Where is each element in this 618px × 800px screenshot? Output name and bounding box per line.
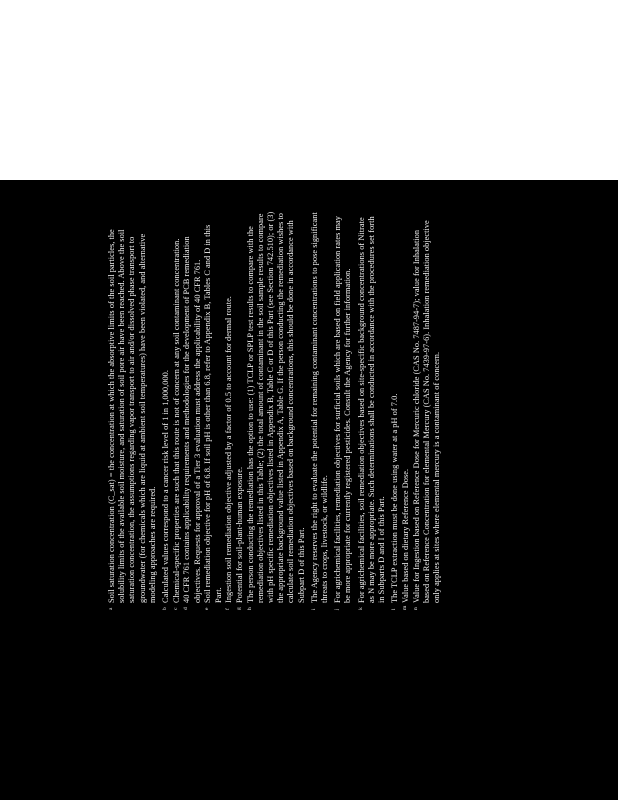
footnote-text: The Agency reserves the right to evaluate the potential for remaining contaminant concentrations to pose significant threats to crops, livestock, or wildlife.: [309, 212, 330, 603]
footnote-mark: m: [401, 605, 408, 610]
footnote-l: [390, 210, 400, 610]
footnote-mark: a: [108, 607, 114, 610]
footnote-text: Calculated values correspond to a cancer risk level of 1 in 1,000,000.: [161, 370, 171, 603]
footnote-i: [310, 210, 330, 610]
footnote-a: [107, 210, 158, 610]
footnote-mark: h: [246, 607, 253, 610]
footnote-g: [235, 210, 245, 610]
footnote-text: 40 CFR 761 contains applicability requirements and methodologies for the development of PCB remediation objectives. Requests for approval of a Tier 3 evaluation must address the applicability of 40 CFR 761.: [182, 236, 202, 603]
footnote-text: Value based on dietary Reference Dose.: [400, 468, 410, 603]
footnote-text: For agrichemical facilities, soil remediation objectives based on site-specific background concentrations of Nitrate as N may be more appropriate. Such determinations shall be conducted in accordance with the procedures set forth in Subparts D and I of this Part.: [356, 216, 387, 603]
footnote-n: [412, 210, 443, 610]
footnote-mark: d: [183, 607, 190, 610]
footnote-mark: j: [334, 608, 341, 610]
footnotes-block: [107, 210, 443, 610]
footnote-f: [224, 210, 234, 610]
footnote-text: Potential for soil-plant-human exposure.: [234, 466, 244, 603]
footnote-text: Ingestion soil remediation objective adjusted by a factor of 0.5 to account for dermal route.: [224, 296, 234, 603]
footnote-c: [172, 210, 182, 610]
footnote-text: Soil saturation concentration (C_sat) = the concentration at which the absorptive limits of the soil particles, the solubility limits of the available soil moisture, and saturation of soil pore air have been reached. Above the soil saturation concentration, the assumptions regarding vapor transport to air and/or dissolved phase transport to groundwater (for chemicals which are liquid at ambient soil temperatures) have been violated, and alternative modeling approaches are required.: [107, 229, 157, 603]
footnote-text: The TCLP extraction must be done using water at a pH of 7.0.: [390, 393, 400, 603]
footnote-m: [401, 210, 411, 610]
footnote-text: Chemical-specific properties are such that this route is not of concern at any soil contaminant concentration.: [171, 238, 181, 603]
footnote-b: [161, 210, 171, 610]
footnote-mark: e: [204, 607, 211, 610]
footnote-mark: k: [357, 607, 364, 610]
scanned-page: [0, 180, 618, 800]
footnote-mark: i: [310, 608, 317, 610]
footnote-j: [333, 210, 353, 610]
footnote-text: The person conducting the remediation has the option to use: (1) TCLP or SPLP test results to compare with the remediation objectives listed in this Table; (2) the total amount of contaminant in the soil sample results to compare with pH specific remediation objectives listed in Appendix B, Table C or D of this Part (see Section 742.510); or (3) the appropriate background value listed in Appendix A, Table G. If the person conducting the remediation wishes to calculate soil remediation objectives based on background concentrations, this should be done in accordance with Subpart D of this Part.: [245, 211, 306, 603]
footnote-h: [246, 210, 307, 610]
footnote-mark: b: [162, 607, 169, 610]
footnote-e: [203, 210, 223, 610]
footnote-mark: f: [225, 608, 232, 610]
footnote-mark: l: [391, 608, 398, 610]
footnote-mark: g: [235, 607, 242, 610]
footnote-d: [182, 210, 202, 610]
footnote-text: Value for Ingestion based on Reference Dose for Mercuric chloride (CAS No. 7487-94-7); value for Inhalation based on Reference Concentration for elemental Mercury (CAS No. 7439-97-6). Inhalation remediation objective only applies at sites where elemental mercury is a contaminant of concern.: [411, 220, 442, 603]
footnote-mark: n: [412, 607, 419, 610]
footnote-mark: c: [172, 607, 179, 610]
footnote-k: [357, 210, 388, 610]
footnote-text: Soil remediation objective for pH of 6.8. If soil pH is other than 6.8, refer to Appendix B, Tables C and D in this Part.: [203, 224, 223, 603]
footnote-text: For agrichemical facilities, remediation objectives for surficial soils which are based on field application rates may be more appropriate for currently registered pesticides. Consult the Agency for further information.: [333, 216, 353, 603]
